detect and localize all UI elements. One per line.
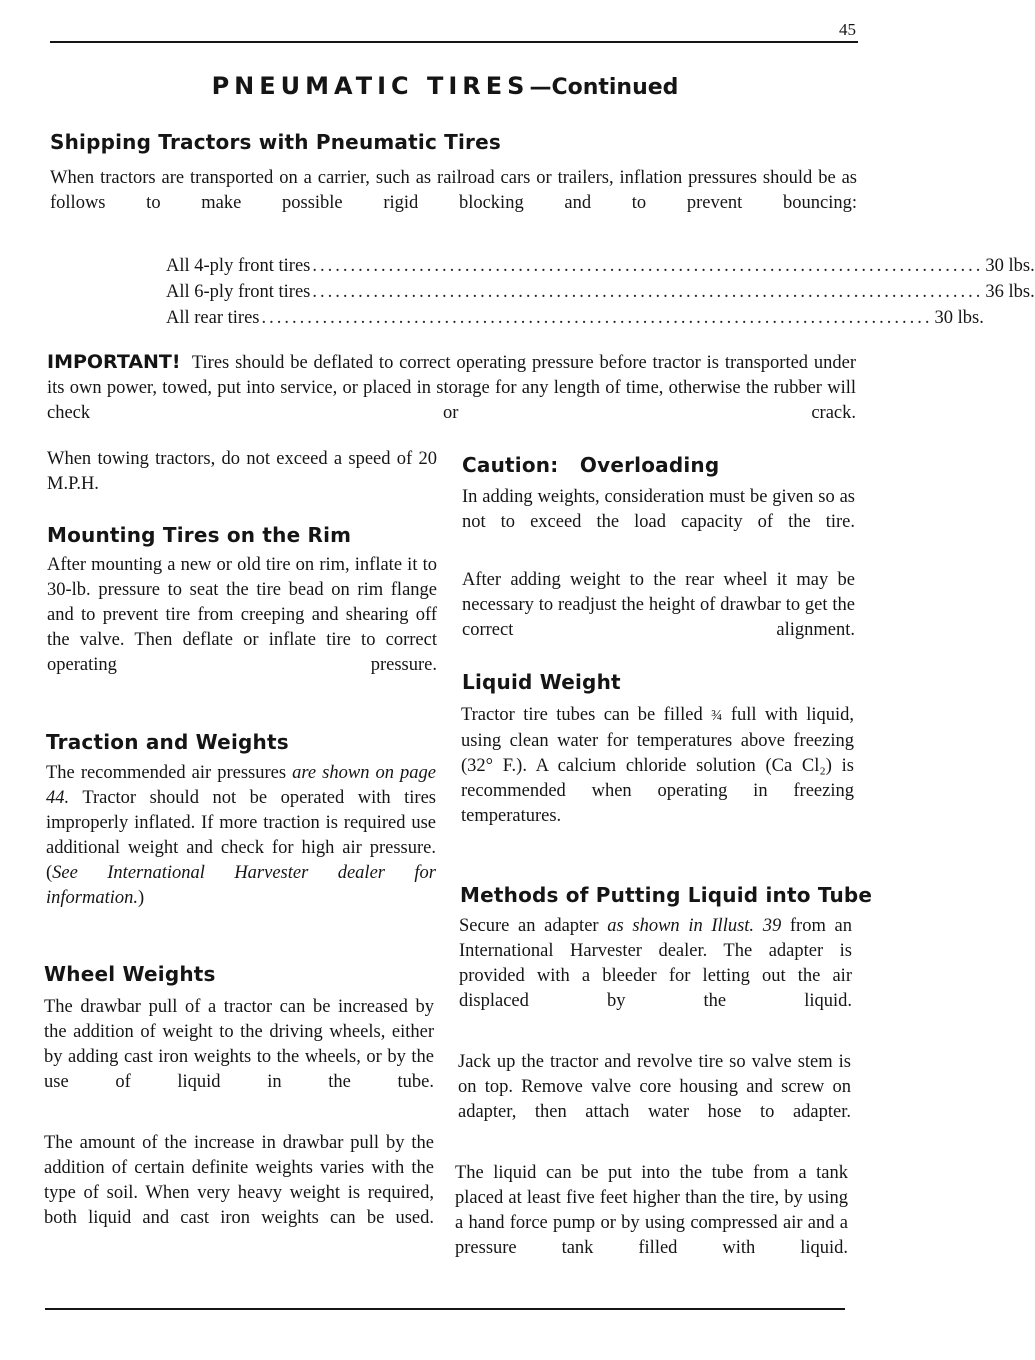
traction-heading: Traction and Weights (46, 730, 289, 754)
wheel-weights-para-1: The drawbar pull of a tractor can be increased by the addition of weight to the driving wheels, either by adding cast iron weights to the wheels, or by the use of liquid in the tube. (44, 997, 434, 1092)
pressure-row-rear (166, 308, 984, 334)
liquid-weight-text (461, 703, 854, 854)
traction-note-open: ( (46, 863, 53, 883)
liquid-weight-fraction: ¾ (711, 708, 723, 724)
page-title-main: PNEUMATIC TIRES (211, 72, 530, 100)
traction-text-2: Tractor should not be operated with tires improperly inflated. If more traction is required use additional weight and check for high air pressure. (46, 788, 437, 858)
liquid-weight-text-2: full with liquid, using clean water for temperatures above freezing (32° F.). A calcium chloride solution (Ca Cl₂) is recommended when operating in freezing temperatures. (461, 705, 855, 826)
traction-text-1: The recommended air pressures (46, 763, 287, 783)
liquid-weight-heading: Liquid Weight (462, 670, 621, 694)
pressure-label: All 4-ply front tires (166, 256, 311, 276)
mounting-heading: Mounting Tires on the Rim (47, 523, 352, 547)
pressure-value: 30 lbs. (985, 256, 1035, 276)
traction-note-italic: See International Harvester dealer for information. (46, 863, 436, 908)
bottom-rule (45, 1308, 845, 1310)
pressure-value: 30 lbs. (934, 308, 984, 328)
leader-dots: ........................................................................................ (312, 282, 984, 302)
caution-title: Overloading (579, 453, 720, 477)
page-title-sub: —Continued (529, 75, 679, 100)
pressure-row-4ply (166, 256, 1035, 282)
caution-heading (462, 453, 719, 477)
pressure-label: All rear tires (166, 308, 260, 328)
top-rule (50, 41, 858, 43)
methods-heading: Methods of Putting Liquid into Tube (460, 883, 873, 907)
mounting-text: After mounting a new or old tire on rim, inflate it to 30-lb. pressure to seat the tire bead on rim flange and to prevent tire from creeping and shearing off the valve. Then deflate or inflate tire to correct operating pressure. (47, 555, 437, 675)
towing-text: When towing tractors, do not exceed a speed of 20 M.P.H. (47, 449, 437, 494)
pressure-value: 36 lbs. (985, 282, 1035, 302)
traction-note-close: ) (138, 888, 145, 908)
wheel-weights-heading: Wheel Weights (44, 962, 216, 986)
methods-para-2: Jack up the tractor and revolve tire so valve stem is on top. Remove valve core housing and screw on adapter, then attach water hose to adapter. (458, 1052, 851, 1122)
methods-para-1b: from an International Harvester dealer. The adapter is provided with a bleeder for letting out the air displaced by the liquid. (459, 916, 852, 1011)
shipping-heading: Shipping Tractors with Pneumatic Tires (50, 130, 501, 154)
traction-text (46, 761, 436, 936)
important-text: Tires should be deflated to correct operating pressure before tractor is transported under its own power, towed, put into service, or placed in storage for any length of time, otherwise the rubber will check or crack. (47, 353, 856, 423)
caution-para-2: After adding weight to the rear wheel it may be necessary to readjust the height of drawbar to get the correct alignment. (462, 570, 855, 640)
methods-para-1 (459, 914, 852, 1039)
page-title (0, 72, 890, 100)
caution-label: Caution: (462, 453, 559, 477)
leader-dots: ........................................................................................ (261, 308, 933, 328)
liquid-weight-text-1: Tractor tire tubes can be filled (461, 705, 703, 725)
important-note (47, 350, 856, 451)
pressure-list (166, 256, 1035, 334)
pressure-label: All 6-ply front tires (166, 282, 311, 302)
caution-para-1: In adding weights, consideration must be given so as not to exceed the load capacity of the tire. (462, 487, 855, 532)
leader-dots: ........................................................................................ (312, 256, 984, 276)
pressure-row-6ply (166, 282, 1035, 308)
traction-text-italic: are shown on page 44. (46, 763, 437, 808)
page-number: 45 (839, 20, 856, 39)
shipping-intro: When tractors are transported on a carrier, such as railroad cars or trailers, inflation pressures should be as follows to make possible rigid blocking and to prevent bouncing: (50, 168, 857, 213)
wheel-weights-para-2: The amount of the increase in drawbar pull by the addition of certain definite weights varies with the type of soil. When very heavy weight is required, both liquid and cast iron weights can be used. (44, 1133, 434, 1228)
important-label: IMPORTANT! (47, 351, 181, 373)
methods-para-3: The liquid can be put into the tube from a tank placed at least five feet higher than the tire, by using a hand force pump or by using compressed air and a pressure tank filled with liquid. (455, 1163, 848, 1258)
methods-para-1a: Secure an adapter (459, 916, 599, 936)
methods-para-1-italic: as shown in Illust. 39 (607, 916, 782, 936)
